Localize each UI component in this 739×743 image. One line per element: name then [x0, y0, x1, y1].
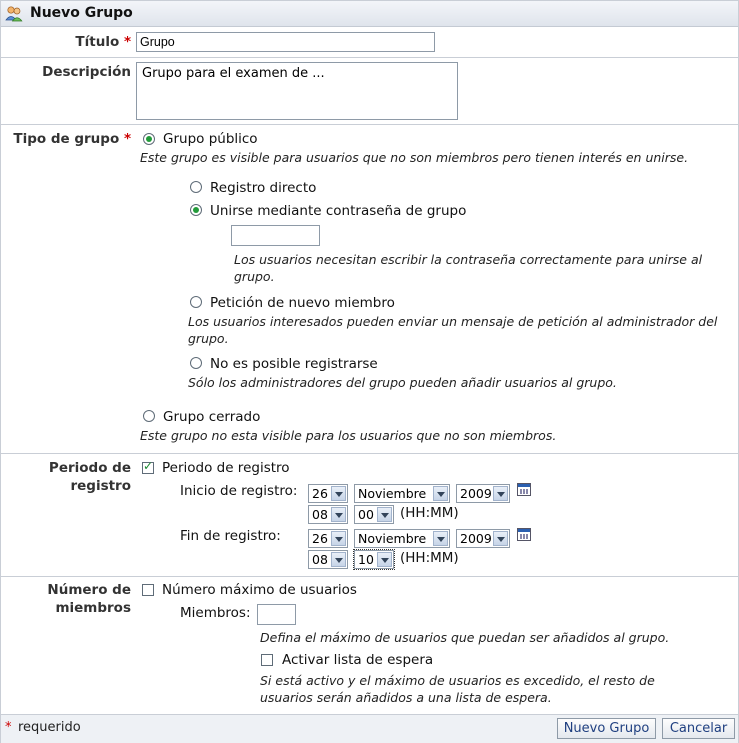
- fin-label: Fin de registro:: [180, 528, 281, 544]
- nuevo-grupo-button[interactable]: Nuevo Grupo: [557, 718, 656, 739]
- tipo-row: [1, 125, 738, 454]
- chevron-down-icon: [331, 486, 346, 501]
- members-count-label: Miembros:: [180, 605, 251, 621]
- periodo-row: [1, 454, 738, 577]
- waiting-list-desc: Si está activo y el máximo de usuarios es excedido, el resto de usuarios serán añadidos a una lista de espera.: [260, 673, 655, 705]
- registro-directo-label: Registro directo: [210, 180, 317, 196]
- inicio-day-select[interactable]: 26: [308, 484, 348, 503]
- inicio-minute-select[interactable]: 00: [354, 505, 394, 524]
- radio-peticion[interactable]: [190, 296, 202, 308]
- inicio-hour-select[interactable]: 08: [308, 505, 348, 524]
- radio-contrasena[interactable]: [190, 204, 202, 216]
- descripcion-textarea[interactable]: [136, 62, 458, 120]
- inicio-label: Inicio de registro:: [180, 483, 298, 499]
- periodo-checkbox[interactable]: [142, 462, 154, 474]
- miembros-row: [1, 577, 738, 713]
- titulo-label: Título *: [75, 34, 131, 50]
- titulo-row: [1, 27, 738, 58]
- required-asterisk: *: [123, 131, 131, 147]
- group-password-input[interactable]: [231, 225, 320, 246]
- grupo-publico-desc: Este grupo es visible para usuarios que no son miembros pero tienen interés en unirse.: [140, 150, 689, 165]
- descripcion-label: Descripción: [42, 64, 131, 80]
- peticion-desc: Los usuarios interesados pueden enviar un mensaje de petición al administrador del grupo.: [188, 314, 718, 346]
- waiting-list-checkbox[interactable]: [261, 654, 273, 666]
- tipo-label: Tipo de grupo *: [13, 131, 131, 147]
- peticion-label: Petición de nuevo miembro: [210, 295, 395, 311]
- radio-no-registro[interactable]: [190, 357, 202, 369]
- chevron-down-icon: [433, 486, 448, 501]
- chevron-down-icon: [493, 486, 508, 501]
- required-asterisk: *: [5, 720, 12, 735]
- radio-grupo-publico[interactable]: [143, 133, 155, 145]
- chevron-down-icon: [377, 507, 392, 522]
- waiting-list-label: Activar lista de espera: [282, 652, 434, 668]
- contrasena-label: Unirse mediante contraseña de grupo: [210, 203, 467, 219]
- miembros-label: Número de miembros: [47, 582, 131, 616]
- required-note: requerido: [18, 720, 81, 735]
- radio-registro-directo[interactable]: [190, 181, 202, 193]
- inicio-month-select[interactable]: Noviembre: [354, 484, 450, 503]
- dialog-title: Nuevo Grupo: [30, 5, 133, 21]
- fin-hour-select[interactable]: 08: [308, 550, 348, 569]
- calendar-icon[interactable]: [517, 483, 531, 496]
- chevron-down-icon: [331, 531, 346, 546]
- group-icon: [5, 5, 23, 22]
- inicio-time-format: (HH:MM): [400, 505, 459, 521]
- max-users-checkbox[interactable]: [142, 584, 154, 596]
- periodo-label: Periodo de registro: [48, 460, 131, 494]
- contrasena-desc: Los usuarios necesitan escribir la contraseña correctamente para unirse al grupo.: [234, 252, 703, 284]
- required-asterisk: *: [123, 34, 131, 50]
- cancel-button[interactable]: Cancelar: [662, 718, 735, 739]
- chevron-down-icon: [331, 552, 346, 567]
- radio-grupo-cerrado[interactable]: [143, 410, 155, 422]
- periodo-checkbox-label: Periodo de registro: [162, 460, 290, 476]
- max-users-label: Número máximo de usuarios: [162, 582, 357, 598]
- no-registro-desc: Sólo los administradores del grupo pueden añadir usuarios al grupo.: [188, 375, 617, 390]
- descripcion-row: [1, 58, 738, 125]
- title-bar: [1, 1, 738, 27]
- chevron-down-icon: [433, 531, 448, 546]
- grupo-cerrado-desc: Este grupo no esta visible para los usuarios que no son miembros.: [140, 428, 557, 443]
- inicio-year-select[interactable]: 2009: [456, 484, 510, 503]
- footer-bar: [1, 714, 738, 743]
- titulo-input[interactable]: [136, 32, 435, 52]
- grupo-publico-label: Grupo público: [163, 131, 258, 147]
- chevron-down-icon: [331, 507, 346, 522]
- grupo-cerrado-label: Grupo cerrado: [163, 409, 261, 425]
- chevron-down-icon: [377, 552, 392, 567]
- fin-minute-select[interactable]: 10: [354, 550, 394, 569]
- no-registro-label: No es posible registrarse: [210, 356, 378, 372]
- chevron-down-icon: [493, 531, 508, 546]
- fin-month-select[interactable]: Noviembre: [354, 529, 450, 548]
- calendar-icon[interactable]: [517, 528, 531, 541]
- members-count-input[interactable]: [257, 604, 296, 625]
- fin-year-select[interactable]: 2009: [456, 529, 510, 548]
- fin-day-select[interactable]: 26: [308, 529, 348, 548]
- members-count-desc: Defina el máximo de usuarios que puedan ser añadidos al grupo.: [260, 630, 670, 645]
- fin-time-format: (HH:MM): [400, 550, 459, 566]
